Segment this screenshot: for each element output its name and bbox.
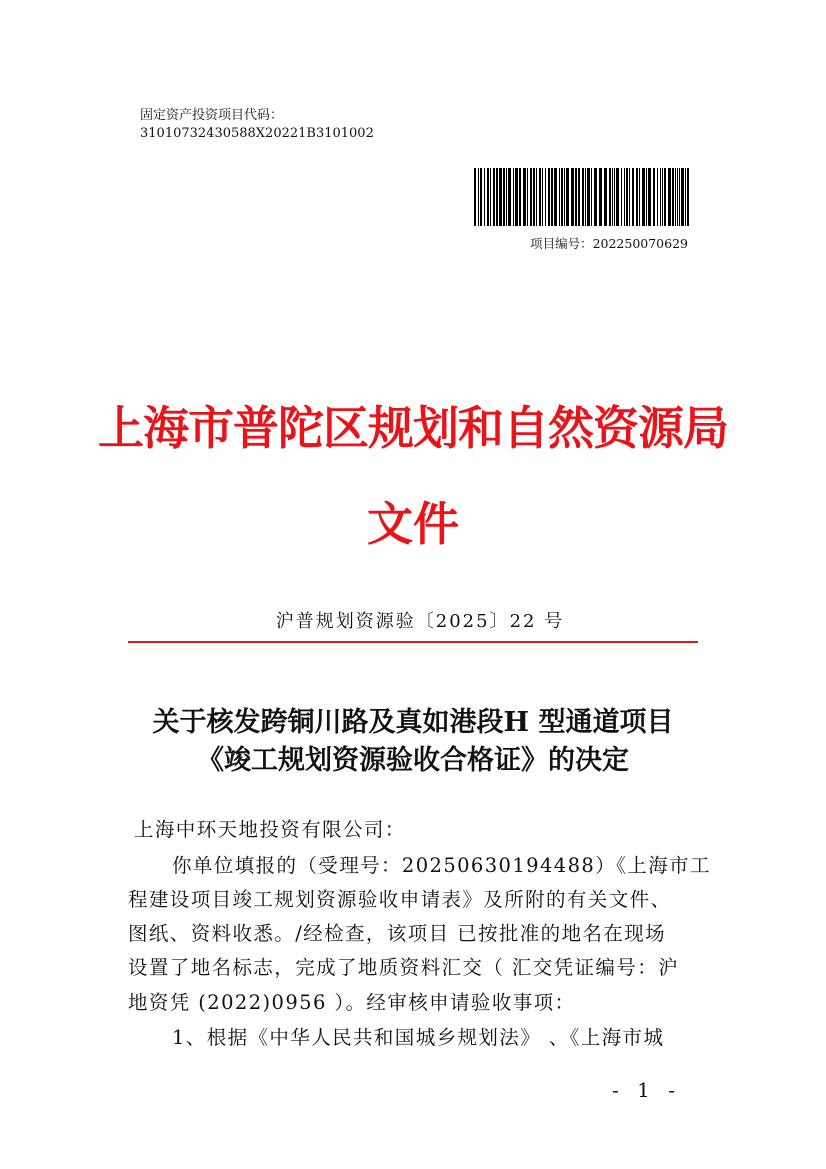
- addressee: 上海中环天地投资有限公司：: [134, 818, 406, 841]
- body-line-5: 地资凭 (2022)0956 ）。经审核申请验收事项：: [128, 991, 576, 1014]
- document-title-line-1: 关于核发跨铜川路及真如港段H 型通道项目: [152, 707, 674, 738]
- barcode-image: [474, 168, 690, 226]
- document-number: 沪普规划资源验〔2025〕22 号: [275, 611, 565, 632]
- body-line-1: 你单位填报的（受理号：20250630194488）《上海市工: [172, 854, 711, 877]
- body-line-2: 程建设项目竣工规划资源验收申请表》及所附的有关文件、: [128, 888, 672, 911]
- investment-code: 31010732430588X20221B3101002: [140, 126, 374, 141]
- agency-subtitle: 文件: [367, 497, 459, 551]
- body-line-3: 图纸、资料收悉。/经检查，该项目 已按批准的地名在现场: [128, 922, 667, 945]
- project-number: 项目编号：202250070629: [530, 236, 688, 251]
- investment-code-label: 固定资产投资项目代码：: [140, 108, 284, 123]
- agency-title: 上海市普陀区规划和自然资源局: [98, 401, 728, 455]
- body-line-4: 设置了地名标志，完成了地质资料汇交（ 汇交凭证编号：沪: [128, 956, 679, 979]
- red-divider: [128, 641, 698, 643]
- body-line-6: 1、根据《中华人民共和国城乡规划法》 、《上海市城: [172, 1026, 665, 1049]
- document-title-line-2: 《竣工规划资源验收合格证》的决定: [197, 745, 629, 776]
- page-number: - 1 -: [612, 1078, 681, 1102]
